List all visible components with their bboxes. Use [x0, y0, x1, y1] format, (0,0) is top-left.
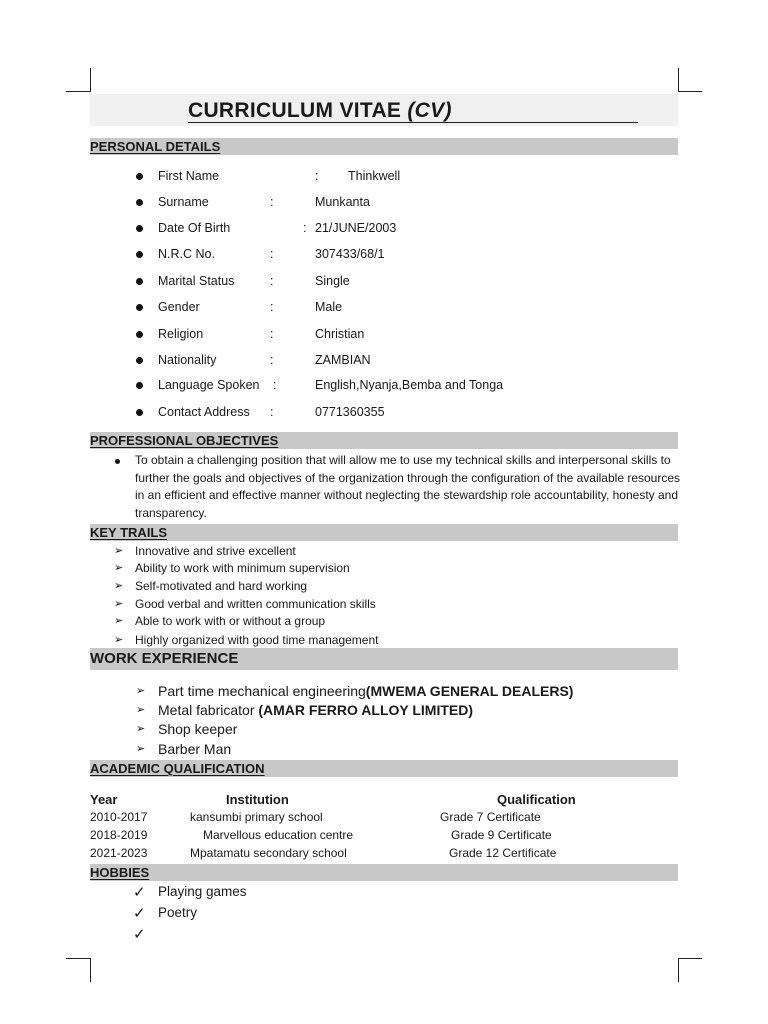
detail-label: Gender	[158, 300, 200, 314]
detail-colon: :	[270, 300, 274, 314]
cell-institution: Mpatamatu secondary school	[190, 846, 347, 860]
work-item	[158, 740, 231, 758]
cell-year: 2018-2019	[90, 828, 148, 842]
detail-label: Marital Status	[158, 274, 235, 288]
work-item	[158, 720, 237, 738]
trait-item: Ability to work with minimum supervision	[135, 561, 350, 575]
detail-value: Male	[315, 300, 343, 314]
work-employer: (AMAR FERRO ALLOY LIMITED)	[258, 702, 474, 718]
detail-value: 0771360355	[315, 405, 385, 419]
bullet-icon	[136, 199, 143, 206]
crop-mark-top-right-v	[678, 68, 679, 92]
trait-item: Good verbal and written communication skills	[135, 597, 376, 611]
bullet-icon	[136, 173, 143, 180]
detail-colon: :	[315, 169, 319, 183]
check-icon: ✓	[133, 926, 146, 943]
hobby-item: Playing games	[158, 884, 247, 899]
section-title: WORK EXPERIENCE	[90, 650, 239, 667]
detail-value: Single	[315, 274, 350, 288]
trait-item: Highly organized with good time management	[135, 633, 379, 647]
detail-label: Religion	[158, 327, 204, 341]
arrow-bullet-icon: ➢	[114, 615, 124, 627]
detail-colon: :	[270, 405, 274, 419]
title-main: CURRICULUM VITAE	[188, 99, 402, 122]
detail-value: English,Nyanja,Bemba and Tonga	[315, 378, 504, 392]
work-role: Metal fabricator	[158, 702, 259, 718]
cell-institution: kansumbi primary school	[190, 810, 323, 824]
section-title: KEY TRAILS	[90, 525, 168, 540]
arrow-bullet-icon: ➢	[114, 580, 124, 592]
section-title: PROFESSIONAL OBJECTIVES	[90, 433, 279, 448]
page-title	[188, 100, 638, 123]
section-title: HOBBIES	[90, 865, 150, 880]
detail-colon: :	[273, 378, 277, 392]
crop-mark-bottom-right-h	[678, 958, 702, 959]
check-icon: ✓	[133, 884, 146, 901]
bullet-icon	[136, 331, 143, 338]
work-item	[158, 701, 473, 719]
bullet-icon	[136, 251, 143, 258]
cell-year: 2021-2023	[90, 846, 148, 860]
crop-mark-top-left-h	[66, 91, 90, 92]
section-title: PERSONAL DETAILS	[90, 139, 221, 154]
detail-colon: :	[270, 327, 274, 341]
arrow-bullet-icon: ➢	[136, 704, 146, 716]
column-header-institution: Institution	[226, 792, 289, 807]
hobby-item: Poetry	[158, 905, 198, 920]
detail-colon: :	[270, 247, 274, 261]
trait-item: Innovative and strive excellent	[135, 544, 296, 558]
bullet-icon	[136, 304, 143, 311]
crop-mark-top-right-h	[678, 91, 702, 92]
work-item	[158, 682, 573, 700]
detail-value: 307433/68/1	[315, 247, 385, 261]
section-professional-objectives	[90, 432, 678, 449]
arrow-bullet-icon: ➢	[136, 743, 146, 755]
detail-value: Munkanta	[315, 195, 370, 209]
cell-year: 2010-2017	[90, 810, 148, 824]
detail-label: N.R.C No.	[158, 247, 215, 261]
bullet-icon	[136, 382, 143, 389]
detail-value: 21/JUNE/2003	[315, 221, 397, 235]
check-icon: ✓	[133, 905, 146, 922]
section-academic-qualification	[90, 760, 678, 777]
bullet-icon	[115, 459, 120, 464]
section-personal-details	[90, 138, 678, 155]
detail-label: Surname	[158, 195, 209, 209]
section-key-traits	[90, 524, 678, 541]
work-role: Shop keeper	[158, 721, 238, 737]
detail-label: Nationality	[158, 353, 217, 367]
arrow-bullet-icon: ➢	[136, 685, 146, 697]
crop-mark-bottom-left-v	[90, 958, 91, 982]
cell-qualification: Grade 9 Certificate	[451, 828, 552, 842]
bullet-icon	[136, 409, 143, 416]
detail-colon: :	[303, 221, 307, 235]
cell-qualification: Grade 7 Certificate	[440, 810, 541, 824]
bullet-icon	[136, 225, 143, 232]
detail-label: Language Spoken	[158, 378, 260, 392]
work-role: Part time mechanical engineering	[158, 683, 366, 699]
arrow-bullet-icon: ➢	[114, 598, 124, 610]
detail-label: Date Of Birth	[158, 221, 231, 235]
arrow-bullet-icon: ➢	[114, 634, 124, 646]
detail-colon: :	[270, 353, 274, 367]
column-header-qualification: Qualification	[497, 792, 576, 807]
bullet-icon	[136, 278, 143, 285]
section-work-experience	[90, 648, 678, 670]
crop-mark-bottom-left-h	[66, 958, 90, 959]
bullet-icon	[136, 357, 143, 364]
work-role: Barber Man	[158, 741, 232, 757]
work-employer: (MWEMA GENERAL DEALERS)	[365, 683, 574, 699]
detail-colon: :	[270, 274, 274, 288]
column-header-year: Year	[90, 792, 118, 807]
cell-qualification: Grade 12 Certificate	[449, 846, 557, 860]
detail-value: Thinkwell	[348, 169, 401, 183]
trait-item: Able to work with or without a group	[135, 614, 326, 628]
crop-mark-bottom-right-v	[678, 958, 679, 982]
detail-value: Christian	[315, 327, 365, 341]
crop-mark-top-left-v	[90, 68, 91, 92]
arrow-bullet-icon: ➢	[114, 545, 124, 557]
detail-colon: :	[270, 195, 274, 209]
detail-label: First Name	[158, 169, 220, 183]
arrow-bullet-icon: ➢	[136, 723, 146, 735]
cell-institution: Marvellous education centre	[203, 828, 354, 842]
objective-text: To obtain a challenging position that will allow me to use my technical skills and interpersonal skills to further the goals and objectives of the organization through the configuration of the available resources in an efficient and effective manner without neglecting the stewardship role accountability, honesty and transparency.	[135, 453, 681, 520]
detail-value: ZAMBIAN	[315, 353, 371, 367]
detail-label: Contact Address	[158, 405, 250, 419]
section-hobbies	[90, 864, 678, 881]
title-abbr: (CV)	[407, 99, 452, 122]
trait-item: Self-motivated and hard working	[135, 579, 308, 593]
arrow-bullet-icon: ➢	[114, 562, 124, 574]
section-title: ACADEMIC QUALIFICATION	[90, 761, 265, 776]
